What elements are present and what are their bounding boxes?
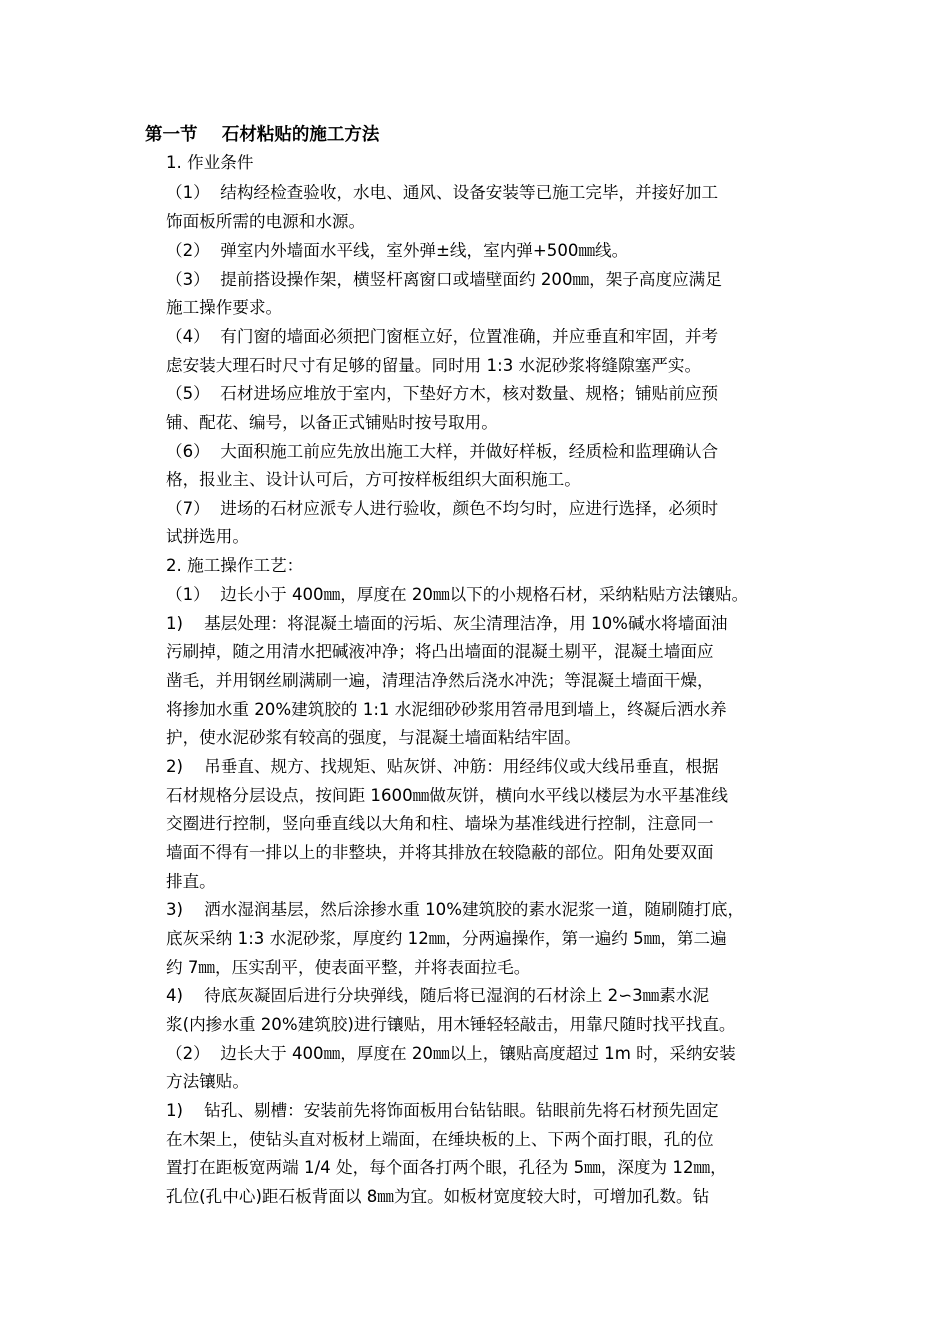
paragraph-line: 饰面板所需的电源和水源。 <box>166 212 366 231</box>
paragraph-line: 墙面不得有一排以上的非整块，并将其排放在较隐蔽的部位。阳角处要双面 <box>166 843 714 862</box>
paragraph-line: 凿毛，并用钢丝刷满刷一遍，清理洁净然后浇水冲洗；等混凝土墙面干燥， <box>166 671 714 690</box>
paragraph-line: 排直。 <box>166 872 216 891</box>
paragraph-line: 交圈进行控制，竖向垂直线以大角和柱、墙垛为基准线进行控制，注意同一 <box>166 814 714 833</box>
paragraph-line: （1） 结构经检查验收，水电、通风、设备安装等已施工完毕，并接好加工 <box>166 183 719 202</box>
paragraph-line: 约 7㎜，压实刮平，使表面平整，并将表面拉毛。 <box>166 958 531 977</box>
paragraph-line: 2) 吊垂直、规方、找规矩、贴灰饼、冲筋：用经纬仪或大线吊垂直，根据 <box>166 757 719 776</box>
paragraph-line: 石材规格分层设点，按间距 1600㎜做灰饼，横向水平线以楼层为水平基准线 <box>166 786 728 805</box>
paragraph-line: 底灰采纳 1:3 水泥砂浆，厚度约 12㎜，分两遍操作，第一遍约 5㎜，第二遍 <box>166 929 727 948</box>
paragraph-line: 护，使水泥砂浆有较高的强度，与混凝土墙面粘结牢固。 <box>166 728 581 747</box>
paragraph-line: 3) 洒水湿润基层，然后涂掺水重 10%建筑胶的素水泥浆一道，随刷随打底， <box>166 900 745 919</box>
paragraph-line: （2） 弹室内外墙面水平线，室外弹±线，室内弹+500㎜线。 <box>166 241 629 260</box>
heading-work-conditions: 1. 作业条件 <box>166 153 254 172</box>
section-title: 第一节 石材粘贴的施工方法 <box>145 125 380 145</box>
paragraph-line: 将掺加水重 20%建筑胶的 1:1 水泥细砂砂浆用笤帚甩到墙上，终凝后洒水养 <box>166 700 727 719</box>
paragraph-line: 虑安装大理石时尺寸有足够的留量。同时用 1:3 水泥砂浆将缝隙塞严实。 <box>166 356 702 375</box>
paragraph-line: （5） 石材进场应堆放于室内，下垫好方木，核对数量、规格；铺贴前应预 <box>166 384 719 403</box>
paragraph-line: （6） 大面积施工前应先放出施工大样，并做好样板，经质检和监理确认合 <box>166 442 719 461</box>
paragraph-line: 置打在距板宽两端 1/4 处，每个面各打两个眼，孔径为 5㎜，深度为 12㎜， <box>166 1158 727 1177</box>
paragraph-line: 铺、配花、编号，以备正式铺贴时按号取用。 <box>166 413 498 432</box>
paragraph-line: 1) 钻孔、剔槽：安装前先将饰面板用台钻钻眼。钻眼前先将石材预先固定 <box>166 1101 719 1120</box>
paragraph-line: 浆(内掺水重 20%建筑胶)进行镶贴，用木锤轻轻敲击，用靠尺随时找平找直。 <box>166 1015 736 1034</box>
heading-construction-process: 2. 施工操作工艺： <box>166 556 304 575</box>
paragraph-line: 在木架上，使钻头直对板材上端面，在缍块板的上、下两个面打眼，孔的位 <box>166 1130 714 1149</box>
paragraph-line: （3） 提前搭设操作架，横竖杆离窗口或墙壁面约 200㎜，架子高度应满足 <box>166 270 722 289</box>
paragraph-line: （1） 边长小于 400㎜，厚度在 20㎜以下的小规格石材，采纳粘贴方法镶贴。 <box>166 585 749 604</box>
paragraph-line: 格，报业主、设计认可后，方可按样板组织大面积施工。 <box>166 470 581 489</box>
paragraph-line: 污刷掉，随之用清水把碱液冲净；将凸出墙面的混凝土剔平，混凝土墙面应 <box>166 642 714 661</box>
paragraph-line: 施工操作要求。 <box>166 298 283 317</box>
paragraph-line: （2） 边长大于 400㎜，厚度在 20㎜以上，镶贴高度超过 1m 时，采纳安装 <box>166 1044 736 1063</box>
paragraph-line: 4) 待底灰凝固后进行分块弹线，随后将已湿润的石材涂上 2∽3㎜素水泥 <box>166 986 710 1005</box>
paragraph-line: 方法镶贴。 <box>166 1072 249 1091</box>
paragraph-line: 孔位(孔中心)距石板背面以 8㎜为宜。如板材宽度较大时，可增加孔数。钻 <box>166 1187 710 1206</box>
paragraph-line: （4） 有门窗的墙面必须把门窗框立好，位置准确，并应垂直和牢固，并考 <box>166 327 719 346</box>
paragraph-line: 试拼选用。 <box>166 527 249 546</box>
paragraph-line: 1) 基层处理：将混凝土墙面的污垢、灰尘清理洁净，用 10%碱水将墙面油 <box>166 614 728 633</box>
paragraph-line: （7） 进场的石材应派专人进行验收，颜色不均匀时，应进行选择，必须时 <box>166 499 719 518</box>
